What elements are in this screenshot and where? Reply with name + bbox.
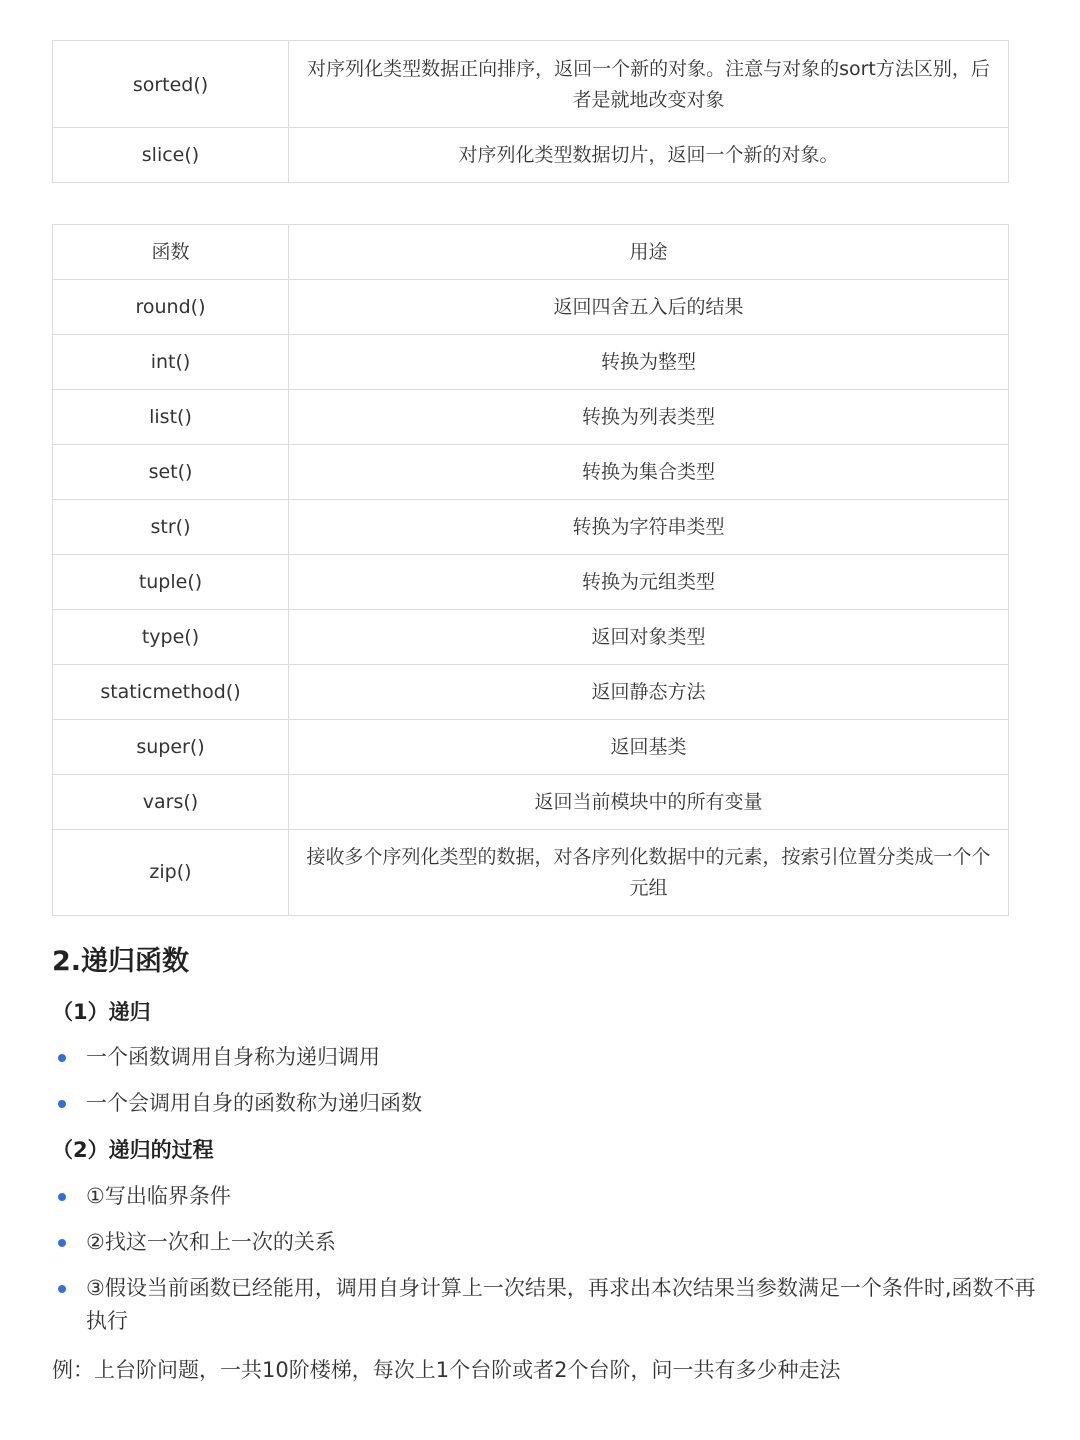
function-name-cell: super()	[53, 720, 289, 775]
function-desc-cell: 转换为元组类型	[289, 555, 1009, 610]
builtin-function-table-continued	[52, 40, 1009, 183]
function-name-cell: vars()	[53, 775, 289, 830]
table-row	[53, 665, 1009, 720]
function-desc-cell: 返回基类	[289, 720, 1009, 775]
function-name-cell: sorted()	[53, 41, 289, 128]
recursion-process-list	[52, 1180, 1042, 1351]
function-desc-cell: 返回静态方法	[289, 665, 1009, 720]
function-name-cell: slice()	[53, 128, 289, 183]
list-item-text: 一个函数调用自身称为递归调用	[86, 1045, 380, 1069]
section-heading: 2.递归函数	[52, 946, 190, 977]
function-name-cell: set()	[53, 445, 289, 500]
table-row	[53, 720, 1009, 775]
list-item	[52, 1272, 1042, 1338]
table-row	[53, 335, 1009, 390]
bullet-dot-icon	[58, 1054, 66, 1062]
table-row	[53, 280, 1009, 335]
table-row	[53, 555, 1009, 610]
table-row	[53, 128, 1009, 183]
table-row	[53, 445, 1009, 500]
table-row	[53, 41, 1009, 128]
list-item	[52, 1180, 1042, 1213]
list-item	[52, 1087, 1042, 1120]
subsection-heading-recursion: （1）递归	[52, 1000, 151, 1024]
function-name-cell: int()	[53, 335, 289, 390]
list-item-text: ③假设当前函数已经能用，调用自身计算上一次结果，再求出本次结果当参数满足一个条件时,函数不再执行	[86, 1276, 1036, 1333]
function-desc-cell: 返回当前模块中的所有变量	[289, 775, 1009, 830]
function-name-cell: zip()	[53, 830, 289, 916]
function-desc-cell: 对序列化类型数据正向排序，返回一个新的对象。注意与对象的sort方法区别，后者是就地改变对象	[289, 41, 1009, 128]
bullet-dot-icon	[58, 1100, 66, 1108]
function-desc-cell: 转换为集合类型	[289, 445, 1009, 500]
function-desc-cell: 转换为字符串类型	[289, 500, 1009, 555]
bullet-dot-icon	[58, 1193, 66, 1201]
recursion-definition-list	[52, 1041, 1042, 1133]
function-desc-cell: 对序列化类型数据切片，返回一个新的对象。	[289, 128, 1009, 183]
list-item-text: 一个会调用自身的函数称为递归函数	[86, 1091, 422, 1115]
column-header-usage: 用途	[289, 225, 1009, 280]
list-item	[52, 1041, 1042, 1074]
function-desc-cell: 转换为列表类型	[289, 390, 1009, 445]
function-desc-cell: 返回四舍五入后的结果	[289, 280, 1009, 335]
table-row	[53, 775, 1009, 830]
function-name-cell: list()	[53, 390, 289, 445]
builtin-function-table	[52, 224, 1009, 916]
list-item-text: ②找这一次和上一次的关系	[86, 1230, 336, 1254]
table-row	[53, 390, 1009, 445]
subsection-heading-recursion-process: （2）递归的过程	[52, 1138, 214, 1162]
table-row	[53, 830, 1009, 916]
list-item-text: ①写出临界条件	[86, 1184, 231, 1208]
function-name-cell: round()	[53, 280, 289, 335]
function-name-cell: tuple()	[53, 555, 289, 610]
table-row	[53, 610, 1009, 665]
bullet-dot-icon	[58, 1239, 66, 1247]
function-desc-cell: 接收多个序列化类型的数据，对各序列化数据中的元素，按索引位置分类成一个个元组	[289, 830, 1009, 916]
bullet-dot-icon	[58, 1285, 66, 1293]
function-desc-cell: 返回对象类型	[289, 610, 1009, 665]
example-paragraph: 例：上台阶问题，一共10阶楼梯，每次上1个台阶或者2个台阶，问一共有多少种走法	[52, 1358, 841, 1382]
table-row	[53, 500, 1009, 555]
function-desc-cell: 转换为整型	[289, 335, 1009, 390]
table-header-row	[53, 225, 1009, 280]
function-name-cell: staticmethod()	[53, 665, 289, 720]
function-name-cell: str()	[53, 500, 289, 555]
list-item	[52, 1226, 1042, 1259]
column-header-function: 函数	[53, 225, 289, 280]
function-name-cell: type()	[53, 610, 289, 665]
